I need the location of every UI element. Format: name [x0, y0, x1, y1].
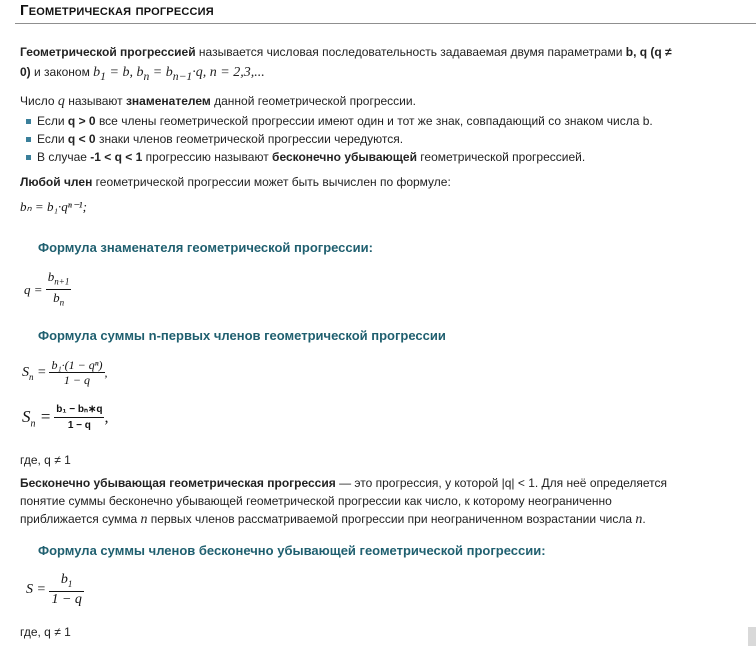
bullet-after2: геометрической прогрессией.	[416, 150, 586, 164]
list-item	[26, 112, 746, 130]
list-item	[26, 130, 746, 148]
bullet-before: Если	[37, 132, 68, 146]
denominator-after: данной геометрической прогрессии.	[210, 94, 416, 108]
infinite-den: 1 − q	[51, 591, 82, 607]
law-bn: b	[136, 65, 144, 80]
sum2-lhs: S	[22, 406, 31, 426]
law-sub1: 1	[100, 69, 106, 83]
list-item	[26, 148, 746, 166]
ratio-den-sub: n	[59, 297, 65, 308]
bullet-before: В случае	[37, 150, 91, 164]
ratio-heading: Формула знаменателя геометрической прогрессии:	[38, 240, 373, 255]
sum1-den: 1 − q	[49, 372, 104, 388]
sum1-lhs-sub: n	[29, 371, 34, 382]
definition-term: Геометрической прогрессией	[20, 45, 196, 59]
bullet-bold: q > 0	[67, 114, 96, 128]
denominator-term: знаменателем	[125, 94, 211, 108]
bullet-bold: -1 < q < 1	[90, 150, 143, 164]
sum2-eq: =	[35, 406, 52, 426]
bullet-before: Если	[37, 114, 68, 128]
general-term-paragraph	[20, 172, 740, 192]
ratio-den: b	[53, 289, 60, 305]
ratio-lhs: q =	[24, 282, 43, 298]
law-eq1: = b,	[106, 65, 137, 80]
denominator-middle: называют	[64, 94, 126, 108]
ratio-num: b	[47, 269, 55, 284]
sum1-fraction	[49, 358, 104, 388]
sum2-num: b₁ − bₙ∗q	[56, 404, 103, 415]
sum2-den: 1 − q	[54, 417, 104, 433]
infinite-line1-text: — это прогрессия, у которой |q| < 1. Для неё определяется	[335, 476, 667, 490]
infinite-line-2: понятие суммы бесконечно убывающей геометрической прогрессии как число, к которому неограниченно	[20, 494, 612, 508]
sum2-fraction	[54, 403, 104, 433]
sum1-lhs: S	[22, 364, 29, 380]
bullet-after: знаки членов геометрической прогрессии чередуются.	[95, 132, 404, 146]
bullet-icon	[26, 137, 31, 142]
bullet-after: прогрессию называют	[142, 150, 273, 164]
law-eq2: = b	[149, 65, 173, 80]
sum1-eq: =	[33, 364, 47, 380]
law-text: и законом	[30, 65, 94, 79]
bullet-bold: q < 0	[67, 132, 96, 146]
infinite-line3-b: первых членов рассматриваемой прогрессии при неограниченном возрастании числа	[147, 512, 636, 526]
infinite-line3-a: приближается сумма	[20, 512, 141, 526]
where-note-1: где, q ≠ 1	[20, 453, 71, 467]
infinite-line-3	[20, 509, 740, 530]
page-title: Геометрическая прогрессия	[20, 2, 214, 19]
sum-formula-2	[22, 403, 108, 433]
denominator-before: Число	[20, 94, 58, 108]
general-term-formula: bₙ = b₁·qⁿ⁻¹;	[20, 199, 87, 214]
infinite-line3-c: .	[642, 512, 646, 526]
sum2-lhs-sub: n	[30, 418, 36, 430]
definition-law	[20, 62, 740, 87]
denominator-paragraph	[20, 91, 740, 112]
infinite-n2: n	[635, 512, 643, 527]
sum1-num: b₁·(1 − qⁿ)	[51, 358, 103, 372]
sum-heading: Формула суммы n-первых членов геометрической прогрессии	[38, 328, 446, 343]
law-subn: n	[143, 69, 150, 83]
definition-params: b, q (q ≠	[625, 45, 672, 59]
infinite-num: b	[60, 572, 68, 587]
ratio-num-sub: n+1	[54, 276, 70, 287]
infinite-bold: Бесконечно убывающая геометрическая прогрессия	[20, 476, 336, 490]
bullet-bold2: бесконечно убывающей	[272, 150, 417, 164]
scrollbar-corner	[748, 627, 756, 646]
infinite-n1: n	[140, 512, 148, 527]
law-rest: ·q, n = 2,3,...	[192, 65, 265, 80]
definition-params-end: 0)	[20, 65, 31, 79]
law-b1: b	[93, 65, 101, 80]
infinite-fraction	[49, 573, 83, 607]
law-subn1: n−1	[172, 69, 193, 83]
general-term-text: геометрической прогрессии может быть вычислен по формуле:	[92, 175, 451, 189]
ratio-formula	[24, 270, 71, 310]
sum2-tail: ,	[104, 409, 109, 426]
infinite-formula	[26, 573, 84, 607]
infinite-num-sub: 1	[67, 578, 73, 589]
sum-formula-1	[22, 358, 108, 388]
ratio-fraction	[46, 270, 72, 310]
sign-rules-list	[26, 112, 746, 166]
law-formula	[93, 65, 265, 83]
denominator-q: q	[57, 94, 65, 109]
infinite-lhs: S =	[26, 581, 46, 597]
where-note-2: где, q ≠ 1	[20, 625, 71, 639]
bullet-after: все члены геометрической прогрессии имеют один и тот же знак, совпадающий со знаком числа b.	[95, 114, 653, 128]
title-divider	[15, 23, 756, 24]
bullet-icon	[26, 155, 31, 160]
sum1-tail: ,	[104, 365, 108, 380]
general-term-bold: Любой член	[20, 175, 93, 189]
infinite-heading: Формула суммы членов бесконечно убывающей геометрической прогрессии:	[38, 543, 546, 558]
definition-text: называется числовая последовательность задаваемая двумя параметрами	[195, 45, 626, 59]
infinite-line-1	[20, 473, 740, 493]
bullet-icon	[26, 119, 31, 124]
definition-paragraph	[20, 42, 740, 62]
